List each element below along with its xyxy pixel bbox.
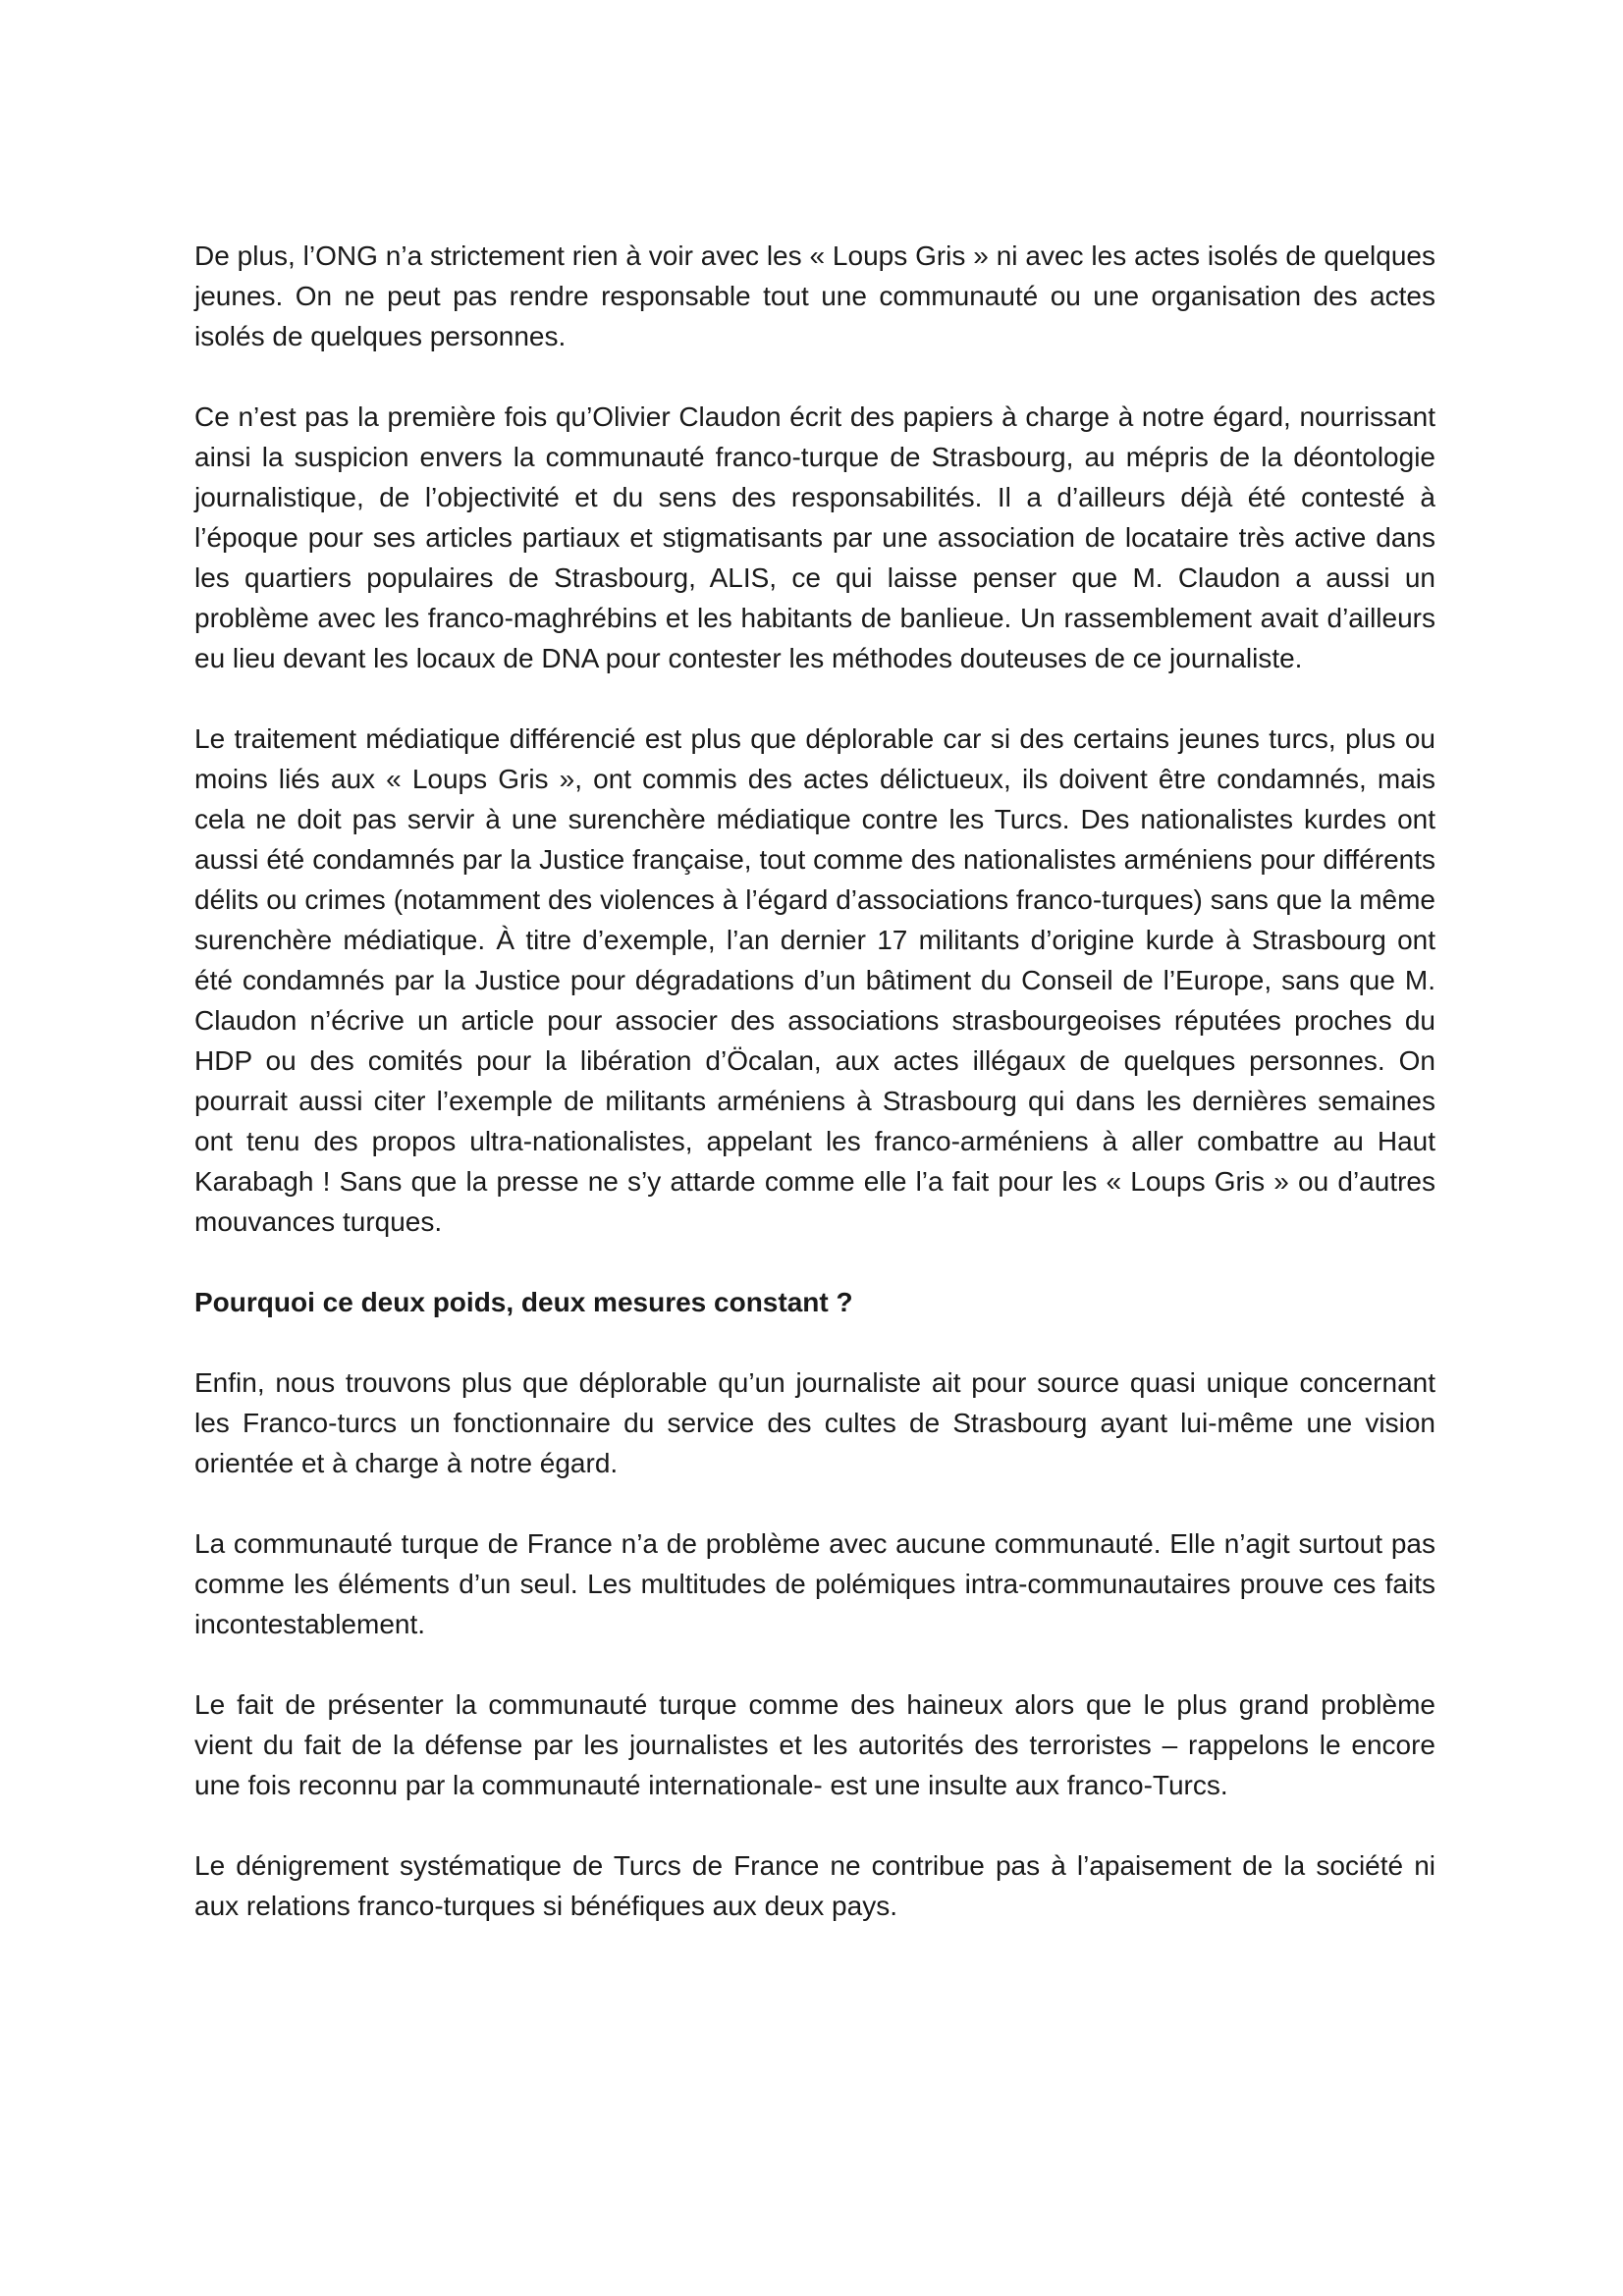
paragraph-haineux: Le fait de présenter la communauté turque comme des haineux alors que le plus grand problème vient du fait de la défense par les journalistes et les autorités des terroristes – rappelons le encore une fois reconnu par la communauté internationale- est une insulte aux franco-Turcs. (194, 1689, 1435, 1800)
document-page (194, 236, 1435, 1966)
paragraph-enfin: Enfin, nous trouvons plus que déplorable qu’un journaliste ait pour source quasi unique concernant les Franco-turcs un fonctionnaire du service des cultes de Strasbourg ayant lui-même une vision orientée et à charge à notre égard. (194, 1367, 1435, 1478)
paragraph-loups-gris: De plus, l’ONG n’a strictement rien à voir avec les « Loups Gris » ni avec les actes isolés de quelques jeunes. On ne peut pas rendre responsable tout une communauté ou une organisation des actes isolés de quelques personnes. (194, 240, 1435, 351)
paragraph-denigrement: Le dénigrement systématique de Turcs de France ne contribue pas à l’apaisement de la société ni aux relations franco-turques si bénéfiques aux deux pays. (194, 1850, 1435, 1921)
paragraph-traitement-mediatique: Le traitement médiatique différencié est plus que déplorable car si des certains jeunes turcs, plus ou moins liés aux « Loups Gris », ont commis des actes délictueux, ils doivent être condamnés, mais cela ne doit pas servir à une surenchère médiatique contre les Turcs. Des nationalistes kurdes ont aussi été condamnés par la Justice française, tout comme des nationalistes arméniens pour différents délits ou crimes (notamment des violences à l’égard d’associations franco-turques) sans que la même surenchère médiatique. À titre d’exemple, l’an dernier 17 militants d’origine kurde à Strasbourg ont été condamnés par la Justice pour dégradations d’un bâtiment du Conseil de l’Europe, sans que M. Claudon n’écrive un article pour associer des associations strasbourgeoises réputées proches du HDP ou des comités pour la libération d’Öcalan, aux actes illégaux de quelques personnes. On pourrait aussi citer l’exemple de militants arméniens à Strasbourg qui dans les dernières semaines ont tenu des propos ultra-nationalistes, appelant les franco-arméniens à aller combattre au Haut Karabagh ! Sans que la presse ne s’y attarde comme elle l’a fait pour les « Loups Gris » ou d’autres mouvances turques. (194, 723, 1435, 1237)
section-heading: Pourquoi ce deux poids, deux mesures constant ? (194, 1287, 853, 1317)
paragraph-olivier-claudon: Ce n’est pas la première fois qu’Olivier Claudon écrit des papiers à charge à notre égard, nourrissant ainsi la suspicion envers la communauté franco-turque de Strasbourg, au mépris de la déontologie journalistique, de l’objectivité et du sens des responsabilités. Il a d’ailleurs déjà été contesté à l’époque pour ses articles partiaux et stigmatisants par une association de locataire très active dans les quartiers populaires de Strasbourg, ALIS, ce qui laisse penser que M. Claudon a aussi un problème avec les franco-maghrébins et les habitants de banlieue. Un rassemblement avait d’ailleurs eu lieu devant les locaux de DNA pour contester les méthodes douteuses de ce journaliste. (194, 401, 1435, 673)
paragraph-communaute-turque: La communauté turque de France n’a de problème avec aucune communauté. Elle n’agit surtout pas comme les éléments d’un seul. Les multitudes de polémiques intra-communautaires prouve ces faits incontestablement. (194, 1528, 1435, 1639)
